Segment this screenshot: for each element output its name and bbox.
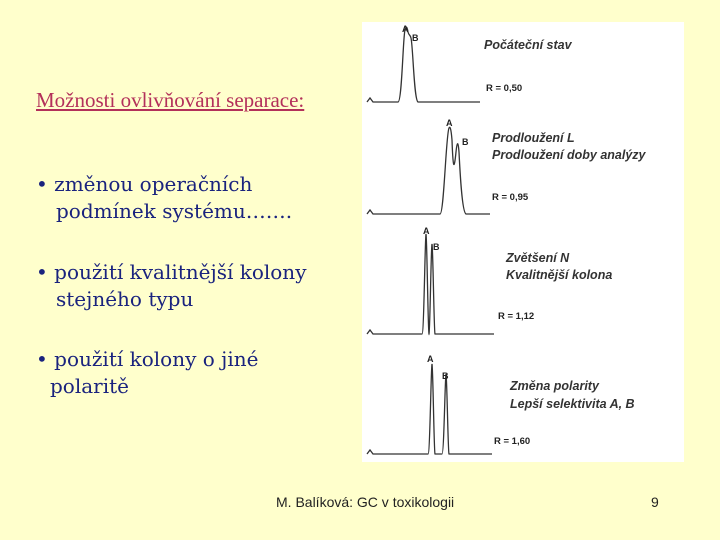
slide-title: Možnosti ovlivňování separace: xyxy=(36,88,305,112)
panel-4-label-1: Změna polarity xyxy=(510,379,599,393)
peak-b-label-2: B xyxy=(462,137,469,147)
bullet-2-line-2: stejného typu xyxy=(56,287,194,311)
peak-a-label-3: A xyxy=(423,226,430,236)
bullet-2-line-1: • použití kvalitnější kolony xyxy=(36,260,307,284)
chromatogram-trace-2 xyxy=(367,127,490,214)
bullet-operating-conditions xyxy=(36,171,356,225)
chromatogram-trace-1 xyxy=(367,27,480,102)
bullet-different-polarity xyxy=(36,346,356,400)
footer-author: M. Balíková: GC v toxikologii xyxy=(276,494,455,510)
peak-a-label-2: A xyxy=(446,118,453,128)
panel-2-label-2: Prodloužení doby analýzy xyxy=(492,148,646,162)
bullet-better-column xyxy=(36,259,356,313)
panel-4-label-2: Lepší selektivita A, B xyxy=(510,397,635,411)
panel-3-label-2: Kvalitnější kolona xyxy=(506,268,613,282)
panel-initial-state xyxy=(367,24,573,102)
peak-a-label-1: A xyxy=(402,24,409,34)
resolution-3: R = 1,12 xyxy=(498,311,535,322)
bullet-3-line-2: polaritě xyxy=(50,374,129,398)
panel-2-label-1: Prodloužení L xyxy=(492,131,575,145)
panel-1-label: Počáteční stav xyxy=(484,38,572,52)
panel-better-column xyxy=(367,226,612,334)
panel-3-label-1: Zvětšení N xyxy=(506,251,570,265)
chromatogram-trace-4 xyxy=(367,364,492,454)
bullet-1-line-1: • změnou operačních xyxy=(36,172,253,196)
peak-b-label-4: B xyxy=(442,371,449,381)
resolution-2: R = 0,95 xyxy=(492,192,529,203)
page-number: 9 xyxy=(651,494,659,510)
panel-polarity-change xyxy=(367,354,635,454)
peak-a-label-4: A xyxy=(427,354,434,364)
chromatogram-trace-3 xyxy=(367,234,494,334)
panel-longer-column xyxy=(367,118,647,214)
bullet-3-line-1: • použití kolony o jiné xyxy=(36,347,259,371)
resolution-4: R = 1,60 xyxy=(494,436,531,447)
peak-b-label-1: B xyxy=(412,33,419,43)
resolution-1: R = 0,50 xyxy=(486,83,523,94)
peak-b-label-3: B xyxy=(433,242,440,252)
chromatogram-figure xyxy=(362,22,684,462)
bullet-1-line-2: podmínek systému……. xyxy=(56,199,293,223)
